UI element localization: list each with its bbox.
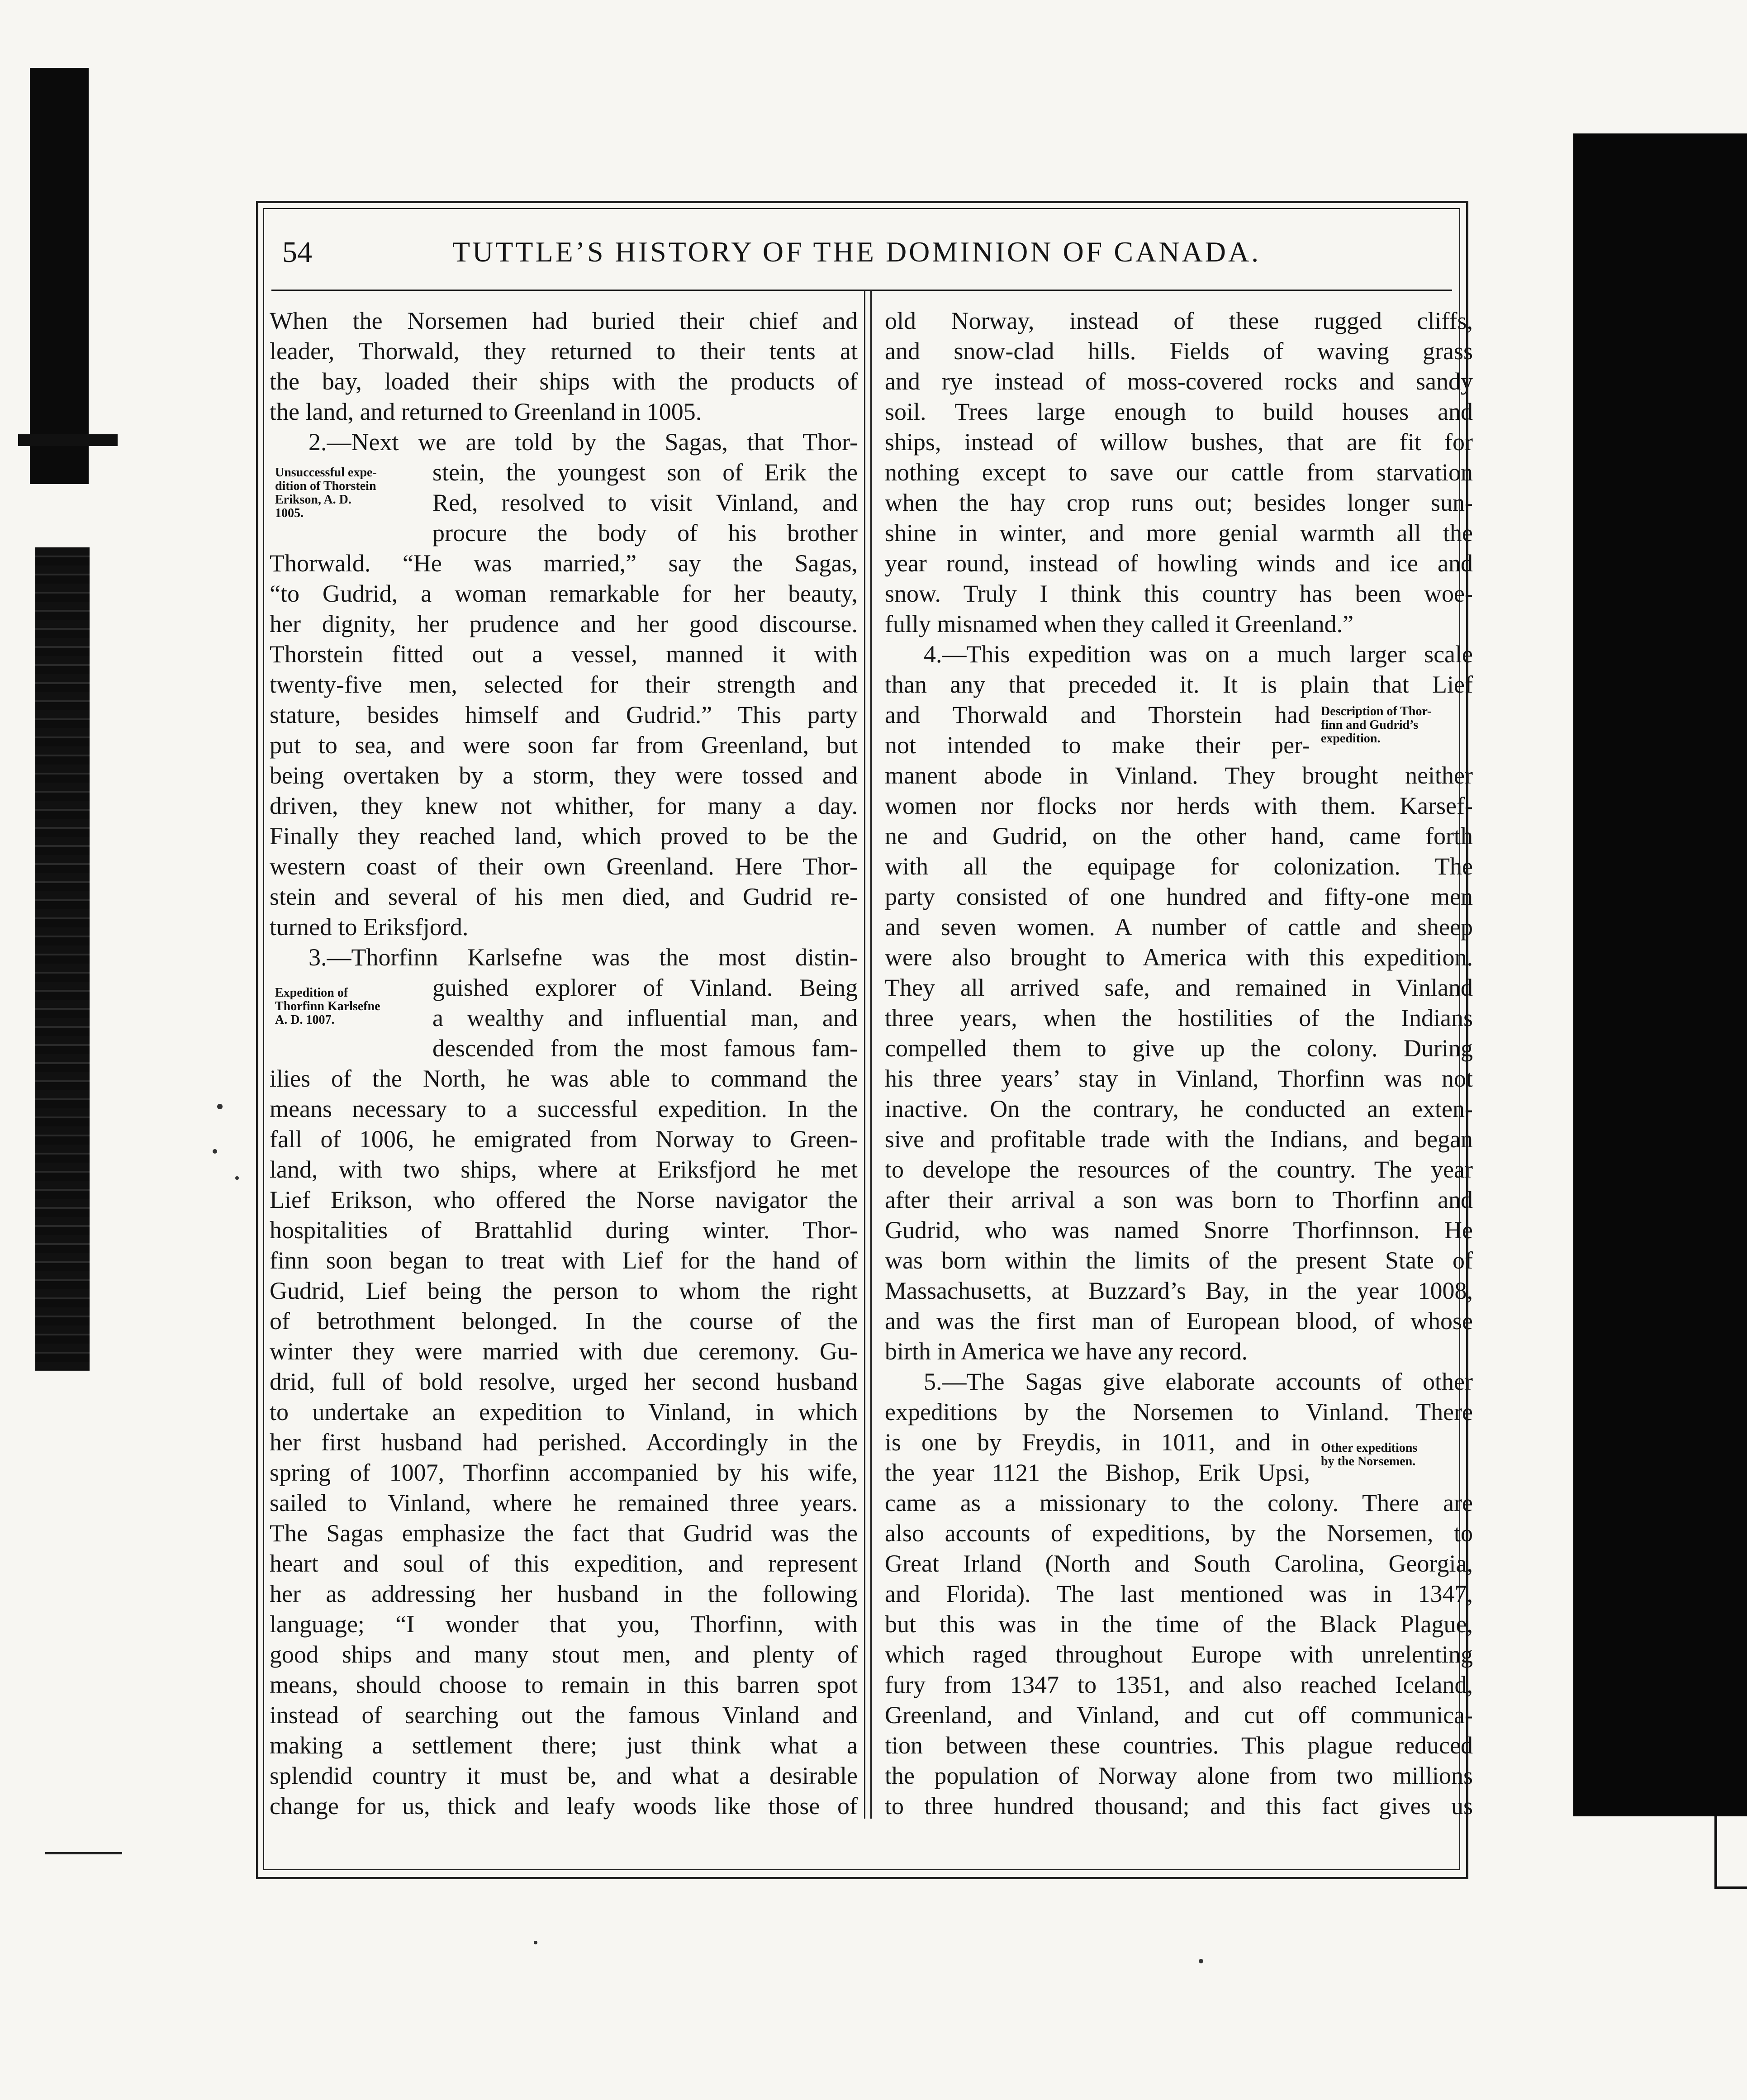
text-line: year round, instead of howling winds and ice and [885,550,1473,577]
text-line: western coast of their own Greenland. Here Thor- [270,853,858,880]
text-line: 4.—This expedition was on a much larger scale [924,641,1473,668]
text-line: leader, Thorwald, they returned to their tents at [270,337,858,365]
text-line: than any that preceded it. It is plain that Lief [885,671,1473,698]
text-line: fall of 1006, he emigrated from Norway to Green- [270,1126,858,1153]
column-divider [870,290,872,1819]
text-line: soil. Trees large enough to build houses and [885,398,1473,425]
text-line: good ships and many stout men, and plenty of [270,1641,858,1668]
text-line: ne and Gudrid, on the other hand, came forth [885,822,1473,850]
text-line: 3.—Thorfinn Karlsefne was the most distin- [309,944,858,971]
scan-speck [235,1176,239,1180]
text-line: and Florida). The last mentioned was in 1347, [885,1580,1473,1607]
text-line: language; “I wonder that you, Thorfinn, with [270,1611,858,1638]
sidenote-line: Thorfinn Karlsefne [275,999,380,1013]
text-line: party consisted of one hundred and fifty-one men [885,883,1473,910]
text-line: Massachusetts, at Buzzard’s Bay, in the year 1008, [885,1277,1473,1304]
text-line: after their arrival a son was born to Thorfinn and [885,1186,1473,1213]
text-line: a wealthy and influential man, and [432,1004,858,1031]
text-line: Lief Erikson, who offered the Norse navigator the [270,1186,858,1213]
right-column [885,306,1473,1821]
text-line: to undertake an expedition to Vinland, in which [270,1398,858,1425]
scan-edge-shadow [1573,133,1747,1816]
text-line: procure the body of his brother [432,519,858,546]
text-line: compelled them to give up the colony. During [885,1035,1473,1062]
scan-speck [213,1149,217,1154]
text-line: was born within the limits of the present State of [885,1247,1473,1274]
text-line: splendid country it must be, and what a desirable [270,1762,858,1789]
text-line: came as a missionary to the colony. There are [885,1489,1473,1516]
text-line: ships, instead of willow bushes, that are fit for [885,428,1473,456]
text-line: snow. Truly I think this country has been woe- [885,580,1473,607]
scan-edge-mark [18,434,118,446]
text-line: not intended to make their per- [885,732,1310,759]
scan-edge-mark [1714,1816,1717,1889]
text-line: When the Norsemen had buried their chief and [270,307,858,334]
text-line: sive and profitable trade with the Indians, and began [885,1126,1473,1153]
text-line: to develope the resources of the country. The year [885,1156,1473,1183]
text-line: were also brought to America with this expedition. [885,944,1473,971]
sidenote-line: finn and Gudrid’s [1321,718,1419,732]
sidenote-line: expedition. [1321,732,1381,746]
text-line: guished explorer of Vinland. Being [432,974,858,1001]
text-line: hospitalities of Brattahlid during winter. Thor- [270,1216,858,1244]
text-line: instead of searching out the famous Vinland and [270,1701,858,1729]
text-line: and snow-clad hills. Fields of waving grass [885,337,1473,365]
scan-edge-mark [45,1852,122,1854]
text-line: winter they were married with due ceremony. Gu- [270,1338,858,1365]
sidenote-line: Description of Thor- [1321,704,1432,718]
text-line: turned to Eriksfjord. [270,913,469,941]
text-line: birth in America we have any record. [885,1338,1248,1365]
text-line: is one by Freydis, in 1011, and in [885,1429,1310,1456]
scan-speck [217,1104,223,1109]
text-line: when the hay crop runs out; besides longer sun- [885,489,1473,516]
sidenote-line: Erikson, A. D. [275,493,351,507]
sidenote-description [1321,705,1431,746]
text-line: and was the first man of European blood, of whose [885,1307,1473,1335]
sidenote-line: by the Norsemen. [1321,1454,1416,1468]
sidenote-line: Expedition of [275,986,348,1000]
text-line: Great Irland (North and South Carolina, Georgia, [885,1550,1473,1577]
sidenote-line: Unsuccessful expe- [275,466,377,480]
sidenote-line: A. D. 1007. [275,1013,335,1027]
text-line: change for us, thick and leafy woods like those of [270,1792,858,1820]
text-line: also accounts of expeditions, by the Norsemen, to [885,1520,1473,1547]
text-line: stature, besides himself and Gudrid.” This party [270,701,858,728]
text-line: stein and several of his men died, and Gudrid re- [270,883,858,910]
text-line: and Thorwald and Thorstein had [885,701,1310,728]
text-line: Gudrid, who was named Snorre Thorfinnson. He [885,1216,1473,1244]
sidenote-thorstein [275,466,377,520]
text-line: land, with two ships, where at Eriksfjord he met [270,1156,858,1183]
text-line: fully misnamed when they called it Greenland.” [885,610,1354,637]
text-line: with all the equipage for colonization. The [885,853,1473,880]
text-line: three years, when the hostilities of the Indians [885,1004,1473,1031]
text-line: making a settlement there; just think what a [270,1732,858,1759]
text-line: the year 1121 the Bishop, Erik Upsi, [885,1459,1310,1486]
text-line: Gudrid, Lief being the person to whom the right [270,1277,858,1304]
text-line: spring of 1007, Thorfinn accompanied by his wife, [270,1459,858,1486]
sidenote-thorfinn [275,986,380,1027]
text-line: heart and soul of this expedition, and represent [270,1550,858,1577]
scan-speck [534,1941,537,1944]
text-line: twenty-five men, selected for their strength and [270,671,858,698]
sidenote-other-expeditions [1321,1441,1417,1468]
scan-edge-shadow [30,68,89,484]
text-line: the population of Norway alone from two millions [885,1762,1473,1789]
text-line: to three hundred thousand; and this fact gives us [885,1792,1473,1820]
text-line: and rye instead of moss-covered rocks and sandy [885,368,1473,395]
text-line: old Norway, instead of these rugged cliffs, [885,307,1473,334]
text-line: finn soon began to treat with Lief for the hand of [270,1247,858,1274]
text-line: manent abode in Vinland. They brought neither [885,762,1473,789]
text-line: driven, they knew not whither, for many a day. [270,792,858,819]
text-line: 5.—The Sagas give elaborate accounts of other [924,1368,1473,1395]
text-line: inactive. On the contrary, he conducted an exten- [885,1095,1473,1122]
text-line: Thorwald. “He was married,” say the Sagas, [270,550,858,577]
text-line: the bay, loaded their ships with the products of [270,368,858,395]
text-line: the land, and returned to Greenland in 1005. [270,398,702,425]
text-line: Thorstein fitted out a vessel, manned it with [270,641,858,668]
text-line: 2.—Next we are told by the Sagas, that Thor- [309,428,858,456]
text-line: tion between these countries. This plague reduced [885,1732,1473,1759]
text-line: put to sea, and were soon far from Greenland, but [270,732,858,759]
sidenote-line: Other expeditions [1321,1441,1418,1455]
text-line: and seven women. A number of cattle and sheep [885,913,1473,941]
text-line: his three years’ stay in Vinland, Thorfinn was not [885,1065,1473,1092]
text-line: sailed to Vinland, where he remained three years. [270,1489,858,1516]
text-line: drid, full of bold resolve, urged her second husband [270,1368,858,1395]
text-line: her as addressing her husband in the following [270,1580,858,1607]
header-rule [271,290,1452,291]
text-line: means necessary to a successful expedition. In the [270,1095,858,1122]
scan-edge-shadow [35,547,90,1371]
text-line: shine in winter, and more genial warmth all the [885,519,1473,546]
text-line: nothing except to save our cattle from starvation [885,459,1473,486]
text-line: her first husband had perished. Accordingly in the [270,1429,858,1456]
text-line: being overtaken by a storm, they were tossed and [270,762,858,789]
text-line: expeditions by the Norsemen to Vinland. There [885,1398,1473,1425]
column-divider [864,290,865,1819]
text-line: which raged throughout Europe with unrelenting [885,1641,1473,1668]
page-number: 54 [282,236,312,269]
text-line: ilies of the North, he was able to command the [270,1065,858,1092]
text-line: of betrothment belonged. In the course of the [270,1307,858,1335]
text-line: fury from 1347 to 1351, and also reached Iceland, [885,1671,1473,1698]
text-line: They all arrived safe, and remained in Vinland [885,974,1473,1001]
scan-speck [1199,1959,1203,1963]
text-line: Greenland, and Vinland, and cut off communica- [885,1701,1473,1729]
text-line: means, should choose to remain in this barren spot [270,1671,858,1698]
text-line: Finally they reached land, which proved to be the [270,822,858,850]
text-line: The Sagas emphasize the fact that Gudrid was the [270,1520,858,1547]
text-line: but this was in the time of the Black Plague, [885,1611,1473,1638]
text-line: her dignity, her prudence and her good discourse. [270,610,858,637]
sidenote-line: 1005. [275,506,304,520]
text-line: Red, resolved to visit Vinland, and [432,489,858,516]
running-title: TUTTLE’S HISTORY OF THE DOMINION OF CANADA. [452,236,1261,268]
sidenote-line: dition of Thorstein [275,479,376,493]
text-line: stein, the youngest son of Erik the [432,459,858,486]
scan-edge-mark [1714,1886,1747,1889]
left-column [270,306,858,1821]
text-line: descended from the most famous fam- [432,1035,858,1062]
text-line: women nor flocks nor herds with them. Karsef- [885,792,1473,819]
text-line: “to Gudrid, a woman remarkable for her beauty, [270,580,858,607]
